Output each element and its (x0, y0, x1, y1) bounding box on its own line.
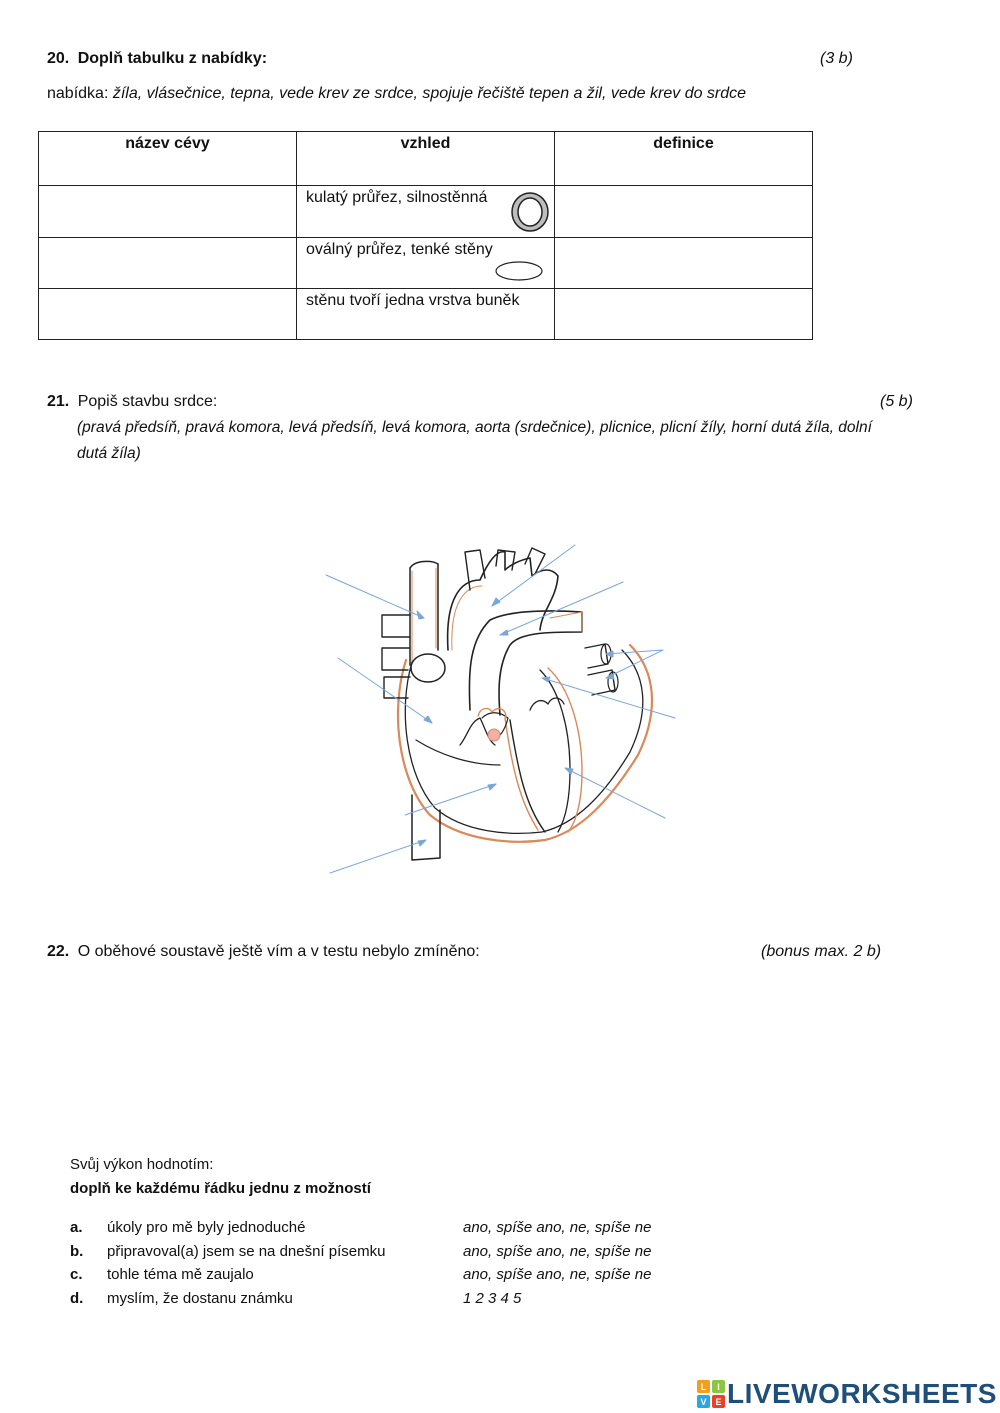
q20-offer (47, 85, 746, 103)
vessel-name-cell-3[interactable] (39, 289, 297, 340)
evaluation-statement: úkoly pro mě byly jednoduché (107, 1219, 306, 1236)
table-row (39, 238, 813, 289)
q21-heading (47, 393, 217, 411)
label-arrow-4 (338, 658, 432, 723)
header-definition: definice (555, 132, 813, 186)
appearance-text-1: kulatý průřez, silnostěnná (306, 189, 488, 206)
logo-icon-letter: V (700, 1397, 707, 1407)
table-header-row (39, 132, 813, 186)
q22-number: 22. (47, 943, 70, 960)
evaluation-statement: připravoval(a) jsem se na dnešní písemku (107, 1243, 386, 1260)
appearance-cell-3 (297, 289, 555, 340)
evaluation-options[interactable]: ano, spíše ano, ne, spíše ne (463, 1266, 652, 1283)
liveworksheets-logo (697, 1379, 997, 1409)
q22-heading (47, 943, 480, 961)
definition-cell-1[interactable] (555, 186, 813, 238)
liveworksheets-icon (697, 1380, 725, 1408)
right-pulmonary-veins (382, 615, 410, 698)
appearance-cell-2 (297, 238, 555, 289)
header-appearance: vzhled (297, 132, 555, 186)
q21-number: 21. (47, 393, 70, 410)
q20-number: 20. (47, 50, 70, 67)
appearance-text-2: oválný průřez, tenké stěny (306, 241, 493, 258)
evaluation-letter: b. (70, 1243, 84, 1260)
appearance-cell-1 (297, 186, 555, 238)
q20-points: (3 b) (820, 50, 853, 67)
q20-offer-label: nabídka: (47, 85, 109, 102)
vessel-opening (411, 654, 445, 682)
heart-diagram (320, 540, 700, 880)
superior-vena-cava (410, 564, 438, 665)
pulmonary-trunk (469, 611, 582, 715)
evaluation-statement: tohle téma mě zaujalo (107, 1266, 254, 1283)
q22-points: (bonus max. 2 b) (761, 943, 882, 960)
q21-hint-line-1: (pravá předsíň, pravá komora, levá předsíň, levá komora, aorta (srdečnice), plicnice, plicní žíly, horní dutá žíla, dolní (77, 419, 872, 436)
vessel-table (38, 131, 813, 340)
q20-heading (47, 50, 267, 68)
q20-offer-items: žíla, vlásečnice, tepna, vede krev ze srdce, spojuje řečiště tepen a žil, vede krev do srdce (112, 85, 747, 102)
q22-title: O oběhové soustavě ještě vím a v testu nebylo zmíněno: (77, 943, 480, 960)
evaluation-options[interactable]: ano, spíše ano, ne, spíše ne (463, 1219, 652, 1236)
header-vessel-name: název cévy (39, 132, 297, 186)
table-row (39, 186, 813, 238)
vessel-name-cell-1[interactable] (39, 186, 297, 238)
definition-cell-2[interactable] (555, 238, 813, 289)
liveworksheets-wordmark[interactable]: LIVEWORKSHEETS (727, 1378, 997, 1409)
logo-icon-letter: E (715, 1397, 722, 1407)
evaluation-letter: c. (70, 1266, 83, 1283)
evaluation-instruction: doplň ke každému řádku jednu z možností (70, 1180, 371, 1197)
evaluation-options[interactable]: 1 2 3 4 5 (463, 1290, 522, 1307)
oval-cross-section-icon (493, 259, 545, 283)
evaluation-heading: Svůj výkon hodnotím: (70, 1156, 214, 1173)
evaluation-statement: myslím, že dostanu známku (107, 1290, 293, 1307)
evaluation-options[interactable]: ano, spíše ano, ne, spíše ne (463, 1243, 652, 1260)
definition-cell-3[interactable] (555, 289, 813, 340)
q20-title: Doplň tabulku z nabídky: (77, 50, 268, 67)
logo-icon-letter: L (700, 1382, 707, 1392)
appearance-text-3: stěnu tvoří jedna vrstva buněk (306, 292, 520, 309)
vessel-name-cell-2[interactable] (39, 238, 297, 289)
logo-icon-letter: I (717, 1382, 720, 1392)
q21-hint-line-2: dutá žíla) (77, 445, 141, 462)
table-row (39, 289, 813, 340)
q21-points: (5 b) (880, 393, 913, 410)
label-arrow-5 (606, 650, 663, 678)
evaluation-letter: a. (70, 1219, 83, 1236)
label-arrow-3 (500, 582, 623, 635)
q21-title: Popiš stavbu srdce: (77, 393, 218, 410)
evaluation-letter: d. (70, 1290, 84, 1307)
round-cross-section-icon (510, 190, 552, 234)
